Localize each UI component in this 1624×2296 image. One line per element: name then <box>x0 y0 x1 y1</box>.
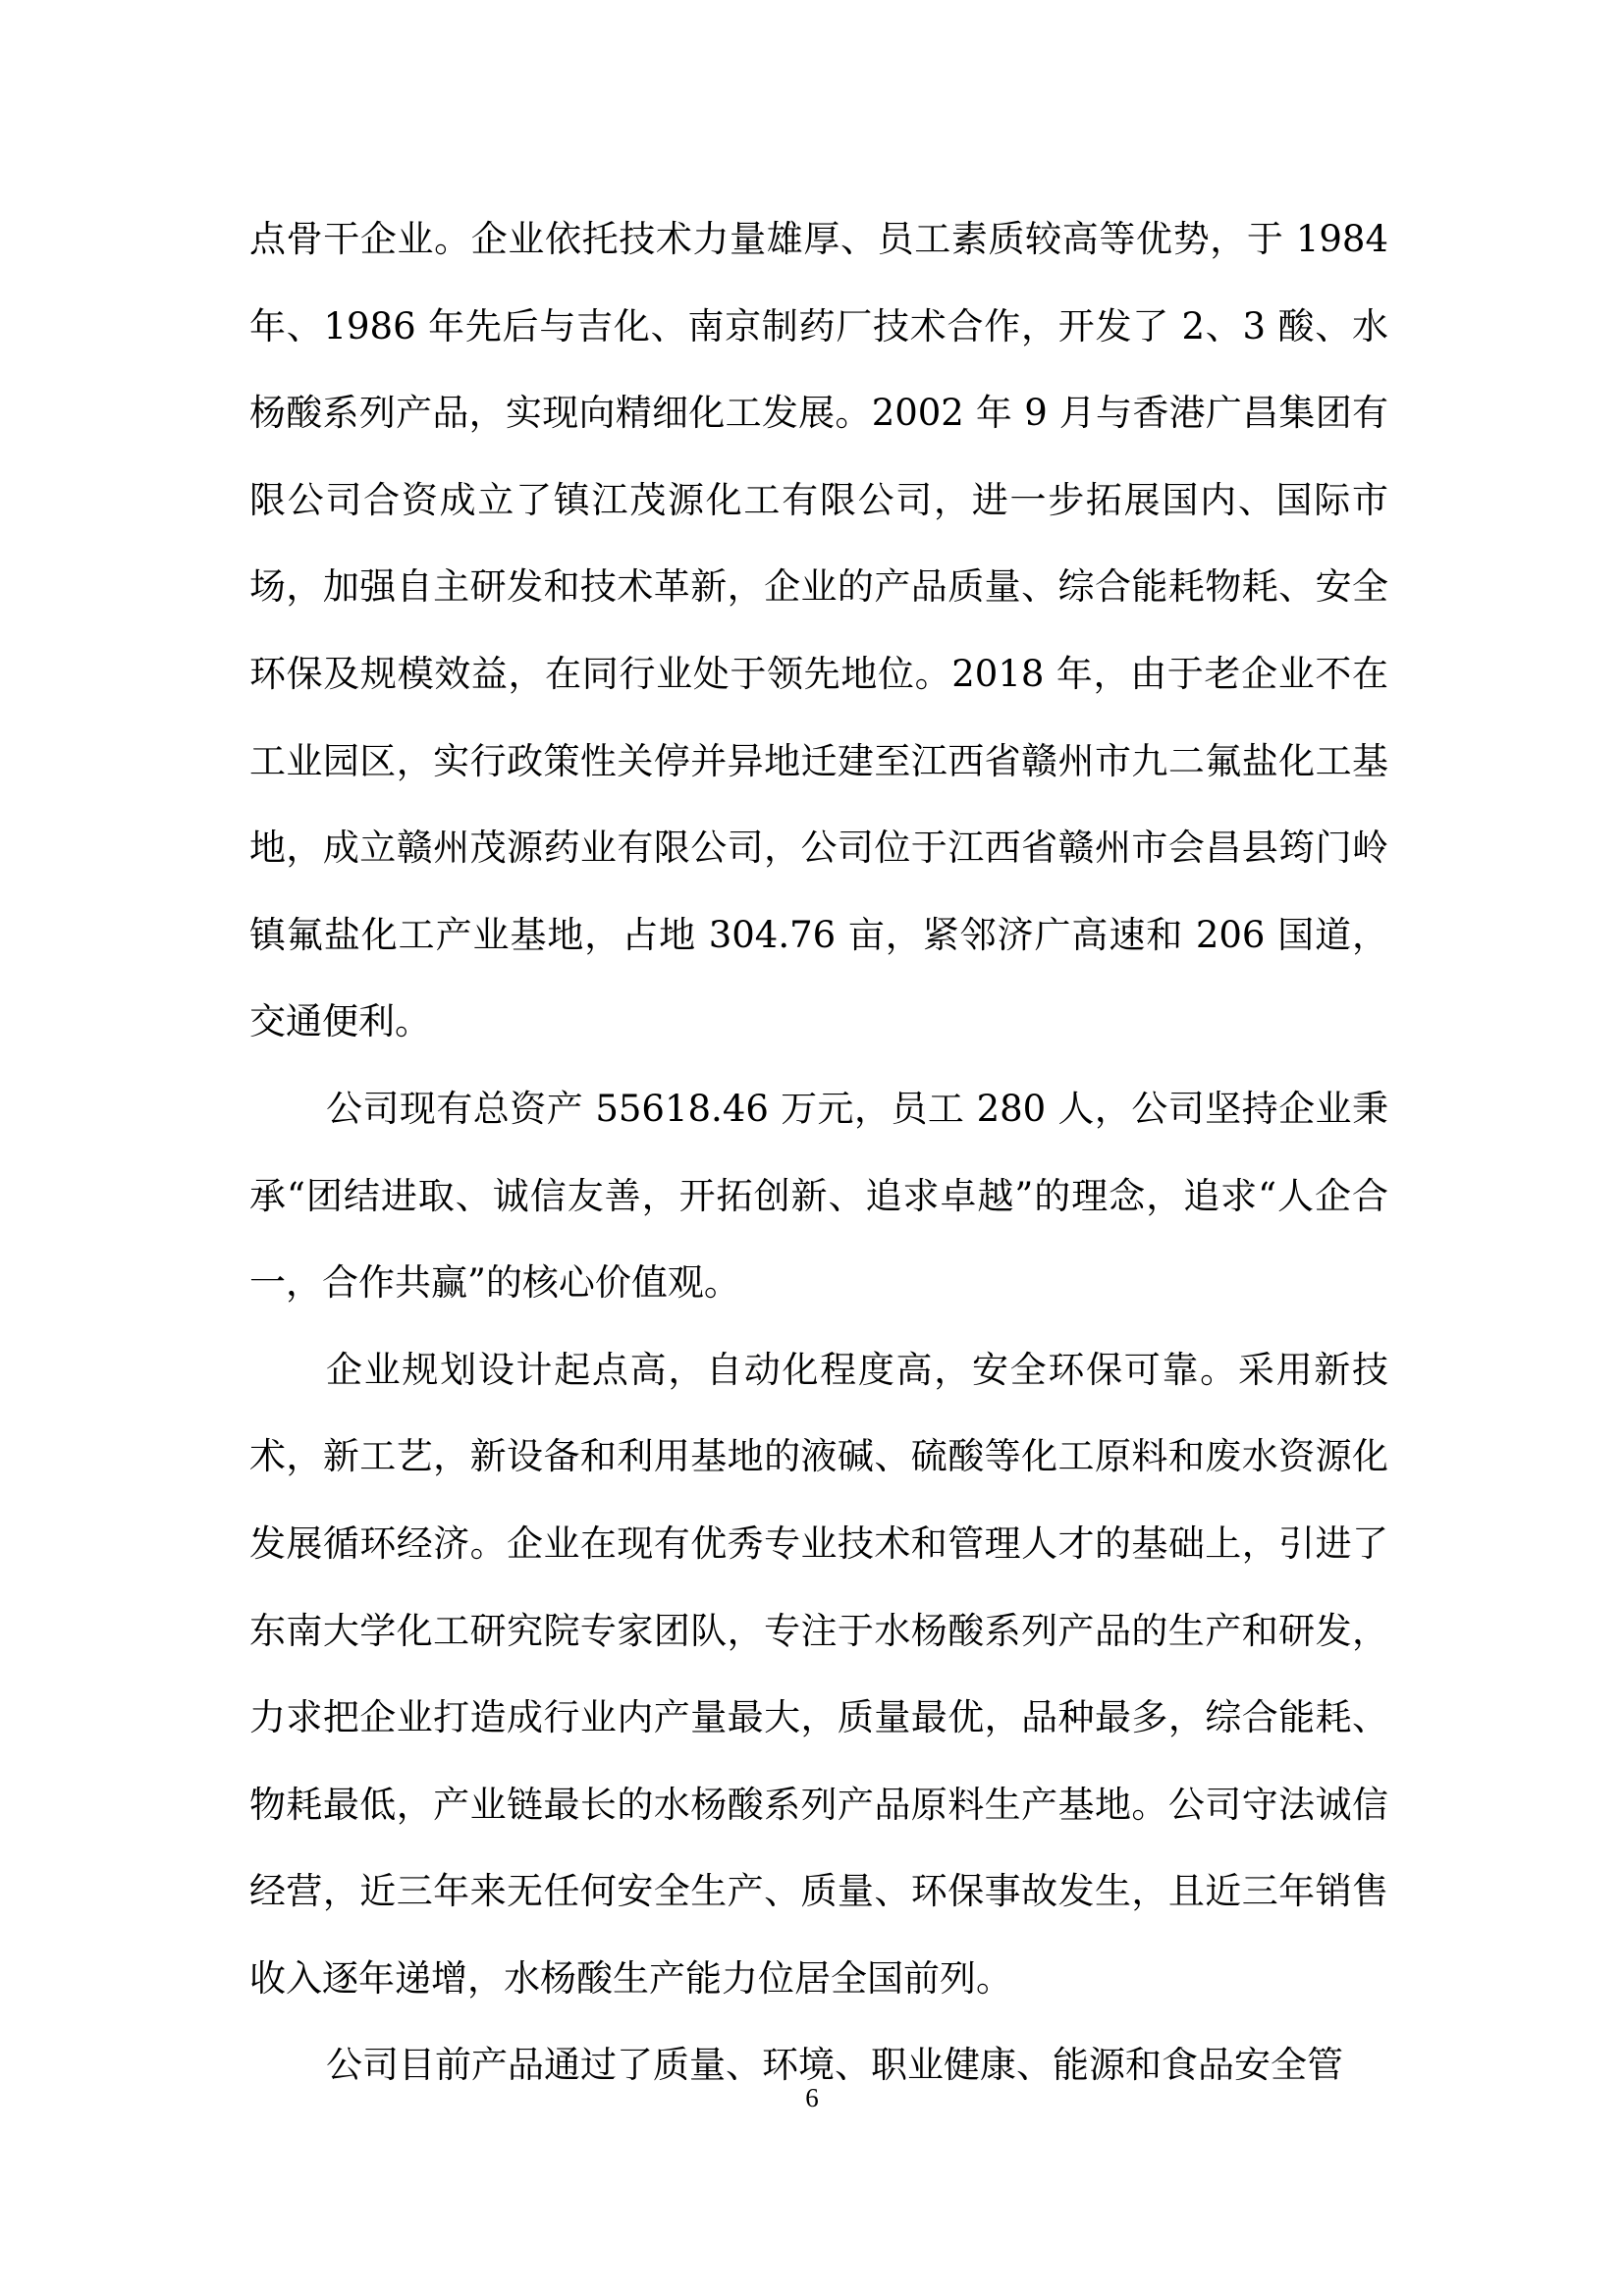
page-number: 6 <box>805 2083 819 2112</box>
paragraph-company-assets: 公司现有总资产 55618.46 万元，员工 280 人，公司坚持企业秉承“团结进取、诚信友善，开拓创新、追求卓越”的理念，追求“人企合一，合作共赢”的核心价值观。 <box>249 1087 1388 1305</box>
paragraph-company-planning: 企业规划设计起点高，自动化程度高，安全环保可靠。采用新技术，新工艺，新设备和利用基地的液碱、硫酸等化工原料和废水资源化发展循环经济。企业在现有优秀专业技术和管理人才的基础上，引进了东南大学化工研究院专家团队，专注于水杨酸系列产品的生产和研发，力求把企业打造成行业内产量最大，质量最优，品种最多，综合能耗、物耗最低，产业链最长的水杨酸系列产品原料生产基地。公司守法诚信经营，近三年来无任何安全生产、质量、环保事故发生，且近三年销售收入逐年递增，水杨酸生产能力位居全国前列。 <box>249 1348 1388 2000</box>
body-text <box>249 196 1388 2109</box>
paragraph-company-history: 点骨干企业。企业依托技术力量雄厚、员工素质较高等优势，于 1984 年、1986 年先后与吉化、南京制药厂技术合作，开发了 2、3 酸、水杨酸系列产品，实现向精细化工发展。2002 年 9 月与香港广昌集团有限公司合资成立了镇江茂源化工有限公司，进一步拓展国内、国际市场，加强自主研发和技术革新，企业的产品质量、综合能耗物耗、安全环保及规模效益，在同行业处于领先地位。2018 年，由于老企业不在工业园区，实行政策性关停并异地迁建至江西省赣州市九二氟盐化工基地，成立赣州茂源药业有限公司，公司位于江西省赣州市会昌县筠门岭镇氟盐化工产业基地，占地 304.76 亩，紧邻济广高速和 206 国道，交通便利。 <box>249 218 1388 1043</box>
paragraph-certifications: 公司目前产品通过了质量、环境、职业健康、能源和食品安全管 <box>326 2044 1343 2087</box>
